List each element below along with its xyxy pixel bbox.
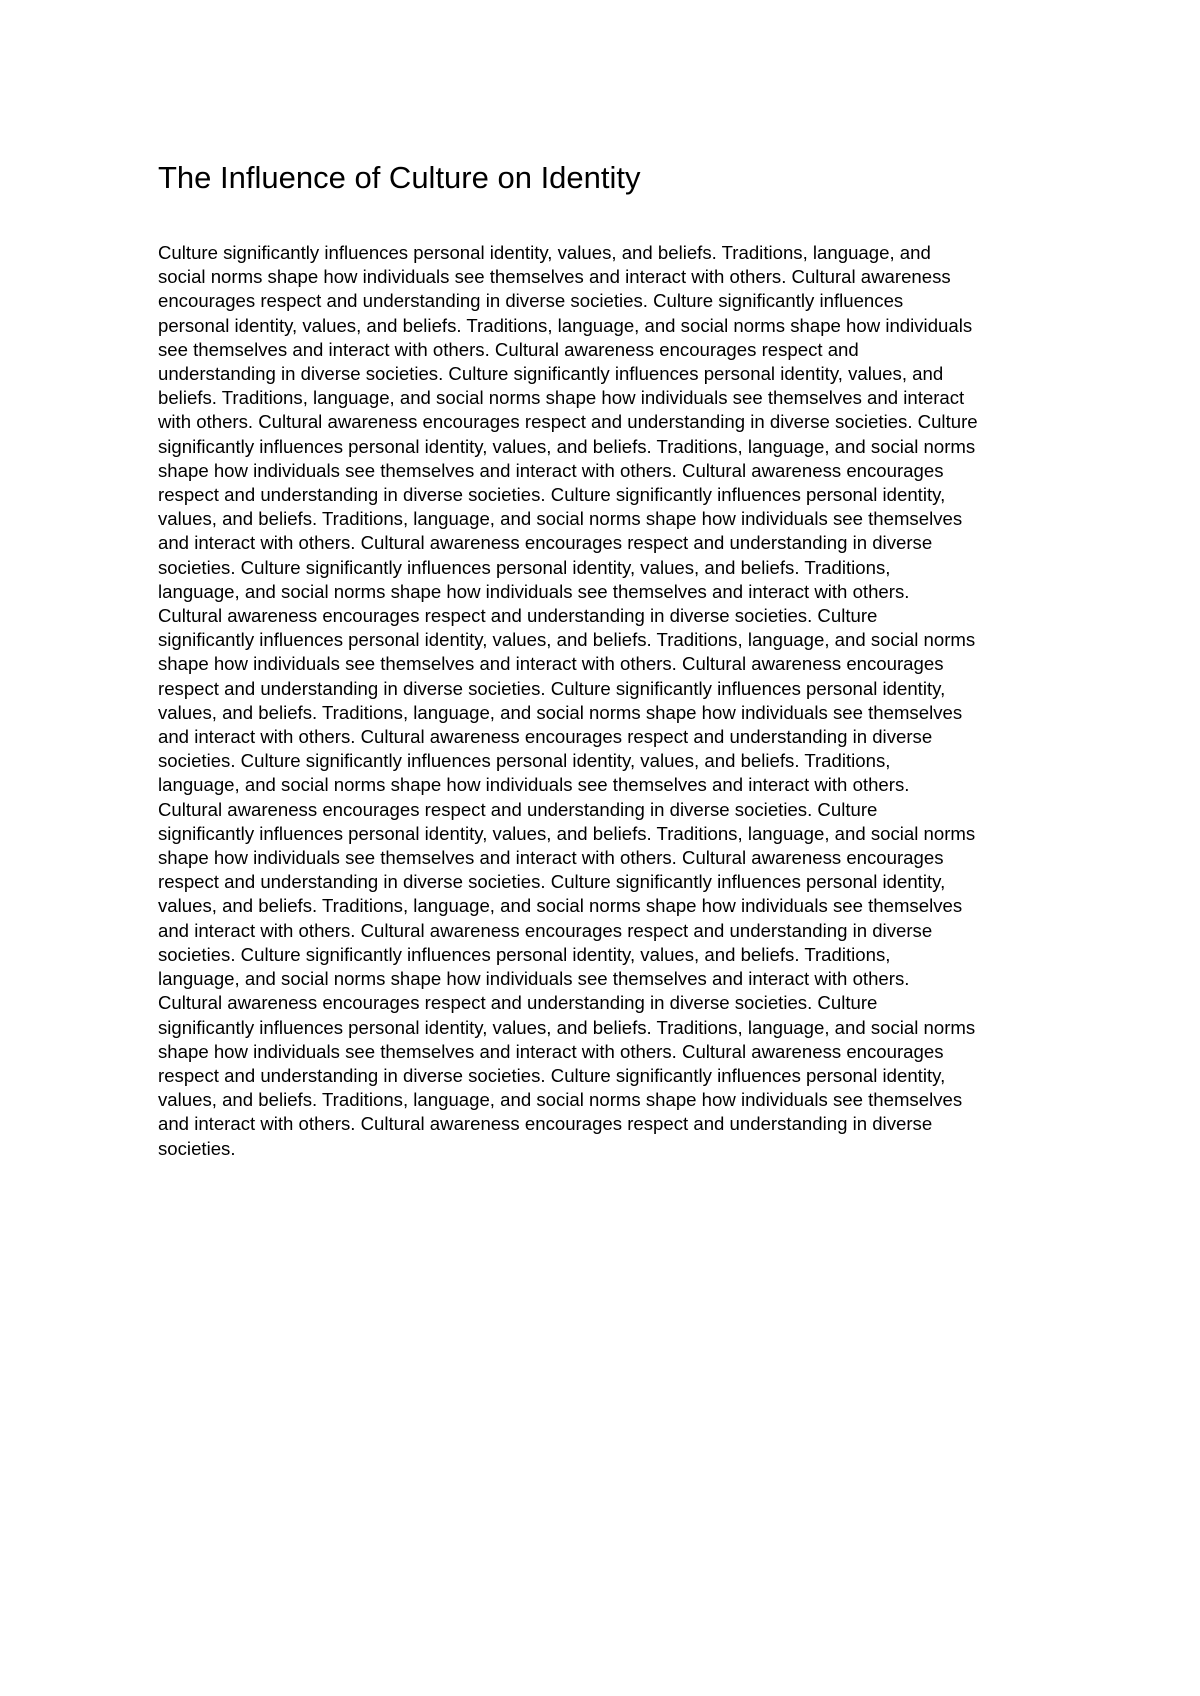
body-line: personal identity, values, and beliefs. Traditions, language, and social norms shape how individuals [158,314,973,336]
body-line: Cultural awareness encourages respect and understanding in diverse societies. Culture [158,798,878,820]
body-line: see themselves and interact with others. Cultural awareness encourages respect and [158,338,859,360]
body-line: with others. Cultural awareness encourages respect and understanding in diverse societies. Culture [158,411,978,433]
document-body [158,241,1058,1161]
body-line: language, and social norms shape how individuals see themselves and interact with others. [158,968,910,990]
body-line: language, and social norms shape how individuals see themselves and interact with others. [158,774,910,796]
body-line: shape how individuals see themselves and interact with others. Cultural awareness encourages [158,459,944,481]
body-line: societies. Culture significantly influences personal identity, values, and beliefs. Traditions, [158,943,891,965]
body-line: and interact with others. Cultural awareness encourages respect and understanding in diverse [158,919,933,941]
body-line: and interact with others. Cultural awareness encourages respect and understanding in diverse [158,1113,933,1135]
document-title: The Influence of Culture on Identity [158,160,641,195]
body-line: respect and understanding in diverse societies. Culture significantly influences personal identity, [158,1064,946,1086]
body-line: shape how individuals see themselves and interact with others. Cultural awareness encourages [158,847,944,869]
body-line: social norms shape how individuals see themselves and interact with others. Cultural awareness [158,266,951,288]
body-line: and interact with others. Cultural awareness encourages respect and understanding in diverse [158,726,933,748]
body-line: respect and understanding in diverse societies. Culture significantly influences personal identity, [158,677,946,699]
body-line: Cultural awareness encourages respect and understanding in diverse societies. Culture [158,605,878,627]
body-line: societies. Culture significantly influences personal identity, values, and beliefs. Traditions, [158,556,891,578]
body-line: Cultural awareness encourages respect and understanding in diverse societies. Culture [158,992,878,1014]
body-line: respect and understanding in diverse societies. Culture significantly influences personal identity, [158,484,946,506]
body-line: societies. [158,1137,236,1159]
body-line: significantly influences personal identity, values, and beliefs. Traditions, language, and social norms [158,1016,976,1038]
body-line: values, and beliefs. Traditions, language, and social norms shape how individuals see themselves [158,508,963,530]
body-line: encourages respect and understanding in diverse societies. Culture significantly influences [158,290,904,312]
body-line: significantly influences personal identity, values, and beliefs. Traditions, language, and social norms [158,435,976,457]
body-line: and interact with others. Cultural awareness encourages respect and understanding in diverse [158,532,933,554]
body-line: language, and social norms shape how individuals see themselves and interact with others. [158,580,910,602]
body-line: significantly influences personal identity, values, and beliefs. Traditions, language, and social norms [158,629,976,651]
body-line: shape how individuals see themselves and interact with others. Cultural awareness encourages [158,653,944,675]
body-line: values, and beliefs. Traditions, language, and social norms shape how individuals see themselves [158,895,963,917]
body-line: significantly influences personal identity, values, and beliefs. Traditions, language, and social norms [158,822,976,844]
body-line: beliefs. Traditions, language, and social norms shape how individuals see themselves and interact [158,387,965,409]
body-line: understanding in diverse societies. Culture significantly influences personal identity, values, and [158,363,944,385]
body-line: Culture significantly influences personal identity, values, and beliefs. Traditions, language, and [158,242,931,263]
body-line: values, and beliefs. Traditions, language, and social norms shape how individuals see themselves [158,1089,963,1111]
body-line: societies. Culture significantly influences personal identity, values, and beliefs. Traditions, [158,750,891,772]
body-line: values, and beliefs. Traditions, language, and social norms shape how individuals see themselves [158,701,963,723]
body-line: respect and understanding in diverse societies. Culture significantly influences personal identity, [158,871,946,893]
body-line: shape how individuals see themselves and interact with others. Cultural awareness encourages [158,1040,944,1062]
